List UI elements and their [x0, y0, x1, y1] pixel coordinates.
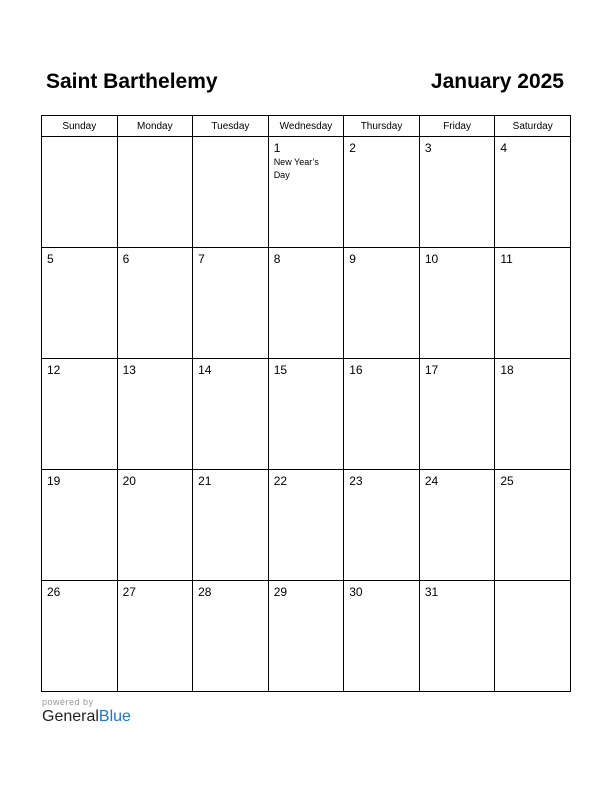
weekday-sunday: Sunday: [42, 116, 118, 137]
day-number: 14: [198, 363, 212, 377]
day-cell: [268, 137, 344, 248]
day-number: 5: [47, 252, 54, 266]
day-cell: [495, 359, 571, 470]
day-cell: [117, 581, 193, 692]
weekday-header-row: [42, 116, 571, 137]
day-number: 17: [424, 363, 439, 377]
brand-blue: Blue: [98, 708, 131, 725]
day-cell: [42, 470, 118, 581]
day-number: 20: [122, 474, 136, 488]
week-row-5: [42, 581, 571, 692]
generalblue-logo: [42, 708, 131, 726]
day-number: 25: [500, 474, 514, 488]
day-cell: [193, 581, 269, 692]
calendar-country-title: Saint Barthelemy: [46, 70, 218, 93]
day-cell: [193, 359, 269, 470]
weekday-thursday: Thursday: [344, 116, 420, 137]
day-number: 24: [424, 474, 439, 488]
day-number: 7: [198, 252, 205, 266]
day-number: 10: [424, 252, 439, 266]
day-number: 29: [273, 585, 288, 599]
week-row-4: [42, 470, 571, 581]
day-cell: [42, 248, 118, 359]
calendar-month-title: January 2025: [430, 70, 564, 93]
weekday-saturday: Saturday: [495, 116, 571, 137]
day-cell: [42, 137, 118, 248]
day-cell: [419, 137, 495, 248]
day-cell: [419, 359, 495, 470]
day-cell: [344, 248, 420, 359]
day-cell: [344, 470, 420, 581]
day-number: 26: [47, 585, 61, 599]
day-cell: [193, 470, 269, 581]
day-number: 2: [349, 141, 356, 155]
day-number: 3: [424, 141, 432, 155]
day-cell: [419, 581, 495, 692]
brand-general: General: [42, 708, 99, 725]
calendar-grid: [41, 115, 571, 692]
day-number: 22: [273, 474, 288, 488]
day-number: 6: [122, 252, 130, 266]
day-cell: [268, 359, 344, 470]
day-cell: [495, 137, 571, 248]
day-number: 31: [424, 585, 439, 599]
day-cell: [495, 581, 571, 692]
day-cell: [495, 470, 571, 581]
day-number: 4: [500, 141, 508, 155]
day-cell: [268, 248, 344, 359]
day-cell: [344, 359, 420, 470]
day-number: 13: [122, 363, 136, 377]
day-number: 16: [349, 363, 363, 377]
week-row-1: [42, 137, 571, 248]
day-cell: [42, 359, 118, 470]
week-row-3: [42, 359, 571, 470]
day-number: 19: [47, 474, 61, 488]
holiday-label: New Year’s Day: [273, 157, 319, 180]
day-cell: [268, 470, 344, 581]
day-number: 9: [349, 252, 356, 266]
day-number: 8: [273, 252, 281, 266]
day-number: 27: [122, 585, 136, 599]
powered-by-text: powered by: [42, 697, 94, 707]
week-row-2: [42, 248, 571, 359]
day-cell: [419, 248, 495, 359]
day-number: 1: [273, 141, 281, 155]
day-cell: [268, 581, 344, 692]
day-number: 15: [273, 363, 288, 377]
day-cell: [42, 581, 118, 692]
day-number: 23: [349, 474, 363, 488]
day-number: 28: [198, 585, 212, 599]
footer-branding: [42, 697, 131, 726]
day-number: 30: [349, 585, 363, 599]
day-number: 21: [198, 474, 212, 488]
weekday-friday: Friday: [419, 116, 495, 137]
day-cell: [193, 248, 269, 359]
day-cell: [344, 581, 420, 692]
day-number: 12: [47, 363, 61, 377]
weekday-monday: Monday: [117, 116, 193, 137]
day-cell: [495, 248, 571, 359]
day-cell: [117, 137, 193, 248]
day-cell: [117, 359, 193, 470]
day-cell: [419, 470, 495, 581]
day-number: 11: [500, 252, 513, 266]
day-cell: [193, 137, 269, 248]
day-cell: [344, 137, 420, 248]
day-cell: [117, 470, 193, 581]
weekday-tuesday: Tuesday: [193, 116, 269, 137]
day-number: 18: [500, 363, 514, 377]
weekday-wednesday: Wednesday: [268, 116, 344, 137]
day-cell: [117, 248, 193, 359]
